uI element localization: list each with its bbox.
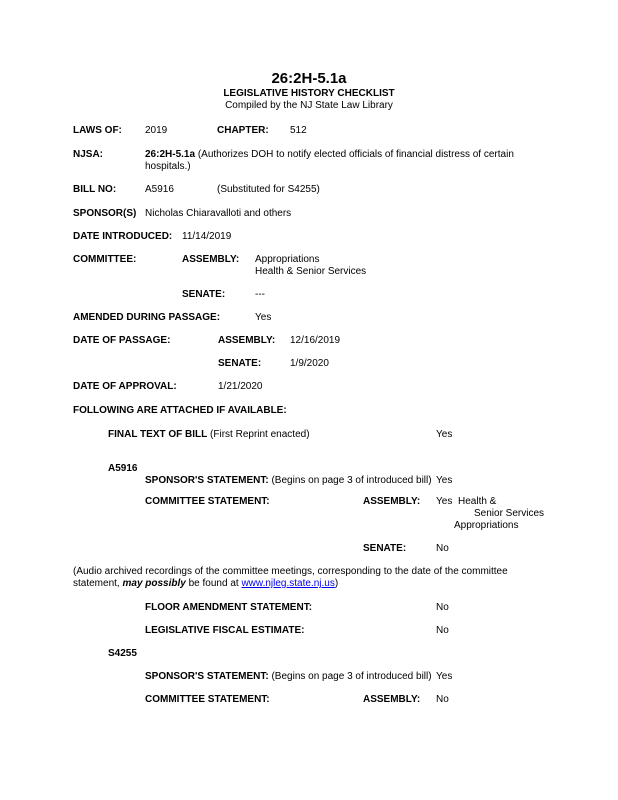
committee-assembly-label: ASSEMBLY:: [182, 254, 240, 265]
page-title: 26:2H-5.1a: [271, 70, 347, 87]
chapter-label: CHAPTER:: [217, 125, 269, 136]
committee-senate-label: SENATE:: [182, 289, 226, 300]
fiscal-estimate-label: LEGISLATIVE FISCAL ESTIMATE:: [145, 625, 305, 636]
final-text-note: (First Reprint enacted): [210, 429, 310, 440]
date-of-approval-value: 1/21/2020: [218, 381, 263, 392]
njsa-cite: 26:2H-5.1a: [145, 149, 196, 160]
s4255-sponsor-note: (Begins on page 3 of introduced bill): [271, 671, 432, 682]
njleg-link[interactable]: www.njleg.state.nj.us: [241, 578, 335, 589]
chapter-value: 512: [290, 125, 307, 136]
date-of-passage-label: DATE OF PASSAGE:: [73, 335, 171, 346]
passage-senate-value: 1/9/2020: [290, 358, 329, 369]
s4255-assembly-label: ASSEMBLY:: [363, 694, 421, 705]
a5916-sponsor-row: [145, 475, 432, 487]
s4255-committee-label: COMMITTEE STATEMENT:: [145, 694, 270, 705]
njsa-label: NJSA:: [73, 149, 104, 160]
a5916-senate-label: SENATE:: [363, 543, 407, 554]
committee-label: COMMITTEE:: [73, 254, 137, 265]
final-text-label: FINAL TEXT OF BILL: [108, 429, 208, 440]
final-text-value: Yes: [436, 429, 453, 440]
audio-note-line2: [73, 578, 338, 590]
a5916-sponsor-value: Yes: [436, 475, 453, 486]
a5916-sponsor-label: SPONSOR'S STATEMENT:: [145, 475, 269, 486]
a5916-senate-value: No: [436, 543, 449, 554]
audio-note-post: ): [334, 578, 339, 589]
a5916-assembly-committee-1: Health &: [458, 496, 497, 507]
checklist-heading: LEGISLATIVE HISTORY CHECKLIST: [223, 88, 395, 99]
sponsors-value: Nicholas Chiaravalloti and others: [145, 208, 292, 219]
final-text-row: [108, 429, 310, 441]
s4255-sponsor-label: SPONSOR'S STATEMENT:: [145, 671, 269, 682]
compiled-by: Compiled by the NJ State Law Library: [225, 100, 393, 111]
committee-assembly-1: Appropriations: [255, 254, 320, 265]
s4255-bill-label: S4255: [108, 648, 137, 659]
laws-of-label: LAWS OF:: [73, 125, 122, 136]
amended-value: Yes: [255, 312, 272, 323]
bill-no-value: A5916: [145, 184, 174, 195]
njsa-desc-line2: hospitals.): [145, 161, 191, 172]
date-introduced-label: DATE INTRODUCED:: [73, 231, 173, 242]
date-introduced-value: 11/14/2019: [182, 231, 232, 242]
a5916-assembly-value: Yes: [436, 496, 453, 507]
a5916-assembly-label: ASSEMBLY:: [363, 496, 421, 507]
audio-note-line1: (Audio archived recordings of the committee meetings, corresponding to the date of the committee: [73, 566, 508, 577]
fiscal-estimate-value: No: [436, 625, 449, 636]
committee-assembly-2: Health & Senior Services: [255, 266, 367, 277]
floor-amendment-label: FLOOR AMENDMENT STATEMENT:: [145, 602, 313, 613]
audio-note-mid: be found at: [188, 578, 239, 589]
s4255-sponsor-row: [145, 671, 432, 683]
attached-heading: FOLLOWING ARE ATTACHED IF AVAILABLE:: [73, 405, 287, 416]
a5916-committee-label: COMMITTEE STATEMENT:: [145, 496, 270, 507]
njsa-desc-line1: (Authorizes DOH to notify elected officials of financial distress of certain: [197, 149, 514, 160]
date-of-approval-label: DATE OF APPROVAL:: [73, 381, 177, 392]
s4255-assembly-value: No: [436, 694, 449, 705]
passage-assembly-label: ASSEMBLY:: [218, 335, 276, 346]
audio-note-emphasis: may possibly: [122, 578, 186, 589]
committee-senate-value: ---: [255, 289, 265, 300]
audio-note-pre: statement,: [73, 578, 120, 589]
passage-senate-label: SENATE:: [218, 358, 262, 369]
laws-of-value: 2019: [145, 125, 168, 136]
passage-assembly-value: 12/16/2019: [290, 335, 341, 346]
a5916-assembly-committee-2: Senior Services: [474, 508, 545, 519]
amended-label: AMENDED DURING PASSAGE:: [73, 312, 221, 323]
s4255-sponsor-value: Yes: [436, 671, 453, 682]
njsa-description: [145, 149, 514, 161]
bill-no-note: (Substituted for S4255): [217, 184, 320, 195]
a5916-assembly-committee-3: Appropriations: [454, 520, 519, 531]
sponsors-label: SPONSOR(S): [73, 208, 137, 219]
bill-no-label: BILL NO:: [73, 184, 117, 195]
floor-amendment-value: No: [436, 602, 449, 613]
a5916-sponsor-note: (Begins on page 3 of introduced bill): [271, 475, 432, 486]
a5916-bill-label: A5916: [108, 463, 138, 474]
